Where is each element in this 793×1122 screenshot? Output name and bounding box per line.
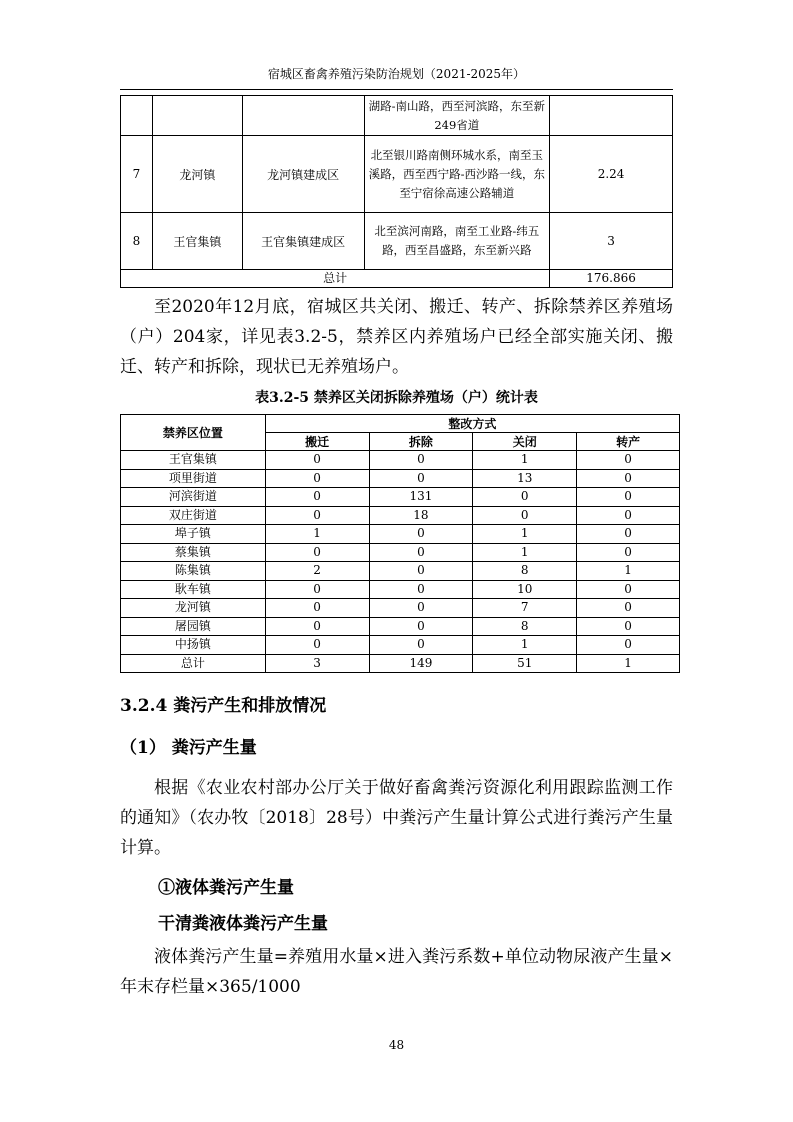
col-convert: 转产 [577,433,680,451]
row-location: 龙河镇 [121,599,266,618]
row-value: 0 [265,599,369,618]
table-row [121,488,680,507]
row-value: 0 [577,506,680,525]
row-value: 0 [265,580,369,599]
row-value: 0 [265,488,369,507]
table-row [121,636,680,655]
row-value: 0 [369,599,473,618]
row-value: 51 [473,654,577,673]
row-value: 10 [473,580,577,599]
row-value: 0 [369,636,473,655]
closure-stats-table [120,414,680,673]
row-size: 2.24 [550,136,673,213]
row-value: 149 [369,654,473,673]
row-value: 18 [369,506,473,525]
row-value: 13 [473,469,577,488]
row-boundary: 北至银川路南侧环城水系，南至玉溪路，西至西宁路-西沙路一线，东至宁宿徐高速公路辅道 [364,136,550,213]
row-value: 0 [577,580,680,599]
row-value: 0 [369,543,473,562]
row-no [121,96,153,136]
row-value: 1 [473,451,577,470]
row-value: 0 [369,617,473,636]
table-total-row [121,270,673,288]
row-value: 1 [577,562,680,581]
row-size [550,96,673,136]
row-value: 0 [369,451,473,470]
row-value: 0 [265,506,369,525]
row-town [152,96,242,136]
heading-dry-cleaning: 干清粪液体粪污产生量 [158,914,328,934]
row-value: 2 [265,562,369,581]
row-location: 陈集镇 [121,562,266,581]
table-row [121,506,680,525]
col-demolish: 拆除 [369,433,473,451]
row-value: 0 [265,543,369,562]
row-value: 0 [369,525,473,544]
row-location: 蔡集镇 [121,543,266,562]
row-location: 屠园镇 [121,617,266,636]
table-row [121,562,680,581]
row-value: 0 [577,617,680,636]
row-value: 8 [473,617,577,636]
row-boundary: 湖路-南山路，西至河滨路，东至新249省道 [364,96,550,136]
row-value: 0 [577,543,680,562]
heading-liquid-manure: ①液体粪污产生量 [158,878,294,898]
row-size: 3 [550,213,673,270]
row-location: 河滨街道 [121,488,266,507]
row-value: 0 [265,617,369,636]
col-location: 禁养区位置 [121,415,266,451]
row-value: 1 [473,636,577,655]
row-value: 1 [577,654,680,673]
table-row [121,525,680,544]
page-header: 宿城区畜禽养殖污染防治规划（2021-2025年） [267,67,526,81]
col-group-method: 整改方式 [265,415,679,433]
table-caption: 表3.2-5 禁养区关闭拆除养殖场（户）统计表 [255,390,538,406]
row-no: 8 [121,213,153,270]
row-value: 0 [369,562,473,581]
total-label: 总计 [121,270,550,288]
row-value: 0 [577,451,680,470]
row-location: 总计 [121,654,266,673]
row-location: 王官集镇 [121,451,266,470]
row-value: 0 [369,580,473,599]
row-value: 0 [265,636,369,655]
paragraph-closure-summary: 至2020年12月底，宿城区共关闭、搬迁、转产、拆除禁养区养殖场（户）204家，详见表3.2-5，禁养区内养殖场户已经全部实施关闭、搬迁、转产和拆除，现状已无养殖场户。 [120,297,673,377]
row-location: 项里街道 [121,469,266,488]
row-town: 龙河镇 [152,136,242,213]
row-value: 0 [577,469,680,488]
table-row [121,617,680,636]
zone-table-continued [120,95,673,288]
row-value: 1 [265,525,369,544]
row-value: 0 [265,469,369,488]
row-value: 131 [369,488,473,507]
formula-text: 液体粪污产生量=养殖用水量×进入粪污系数+单位动物尿液产生量×年末存栏量×365/1000 [120,947,673,997]
row-location: 中扬镇 [121,636,266,655]
total-value: 176.866 [550,270,673,288]
col-relocate: 搬迁 [265,433,369,451]
table-row [121,543,680,562]
row-location: 双庄街道 [121,506,266,525]
row-value: 0 [265,451,369,470]
table-row [121,213,673,270]
table-row [121,469,680,488]
row-value: 3 [265,654,369,673]
row-value: 0 [369,469,473,488]
subsection-heading: （1） 粪污产生量 [120,738,257,758]
row-value: 1 [473,543,577,562]
table-row [121,599,680,618]
row-area: 王官集镇建成区 [242,213,364,270]
row-value: 0 [473,506,577,525]
table-row [121,451,680,470]
table-row [121,96,673,136]
paragraph-method: 根据《农业农村部办公厅关于做好畜禽粪污资源化利用跟踪监测工作的通知》（农办牧〔2018〕28号）中粪污产生量计算公式进行粪污产生量计算。 [120,778,673,858]
table-row [121,654,680,673]
row-boundary: 北至滨河南路，南至工业路-纬五路，西至昌盛路，东至新兴路 [364,213,550,270]
row-value: 7 [473,599,577,618]
row-value: 0 [473,488,577,507]
col-close: 关闭 [473,433,577,451]
section-heading: 3.2.4 粪污产生和排放情况 [120,696,327,716]
row-value: 0 [577,636,680,655]
row-value: 1 [473,525,577,544]
row-value: 0 [577,525,680,544]
header-rule [120,89,673,90]
row-area [242,96,364,136]
row-value: 0 [577,488,680,507]
table-row [121,136,673,213]
row-location: 耿车镇 [121,580,266,599]
row-town: 王官集镇 [152,213,242,270]
row-value: 8 [473,562,577,581]
page-number: 48 [388,1038,405,1052]
row-location: 埠子镇 [121,525,266,544]
row-value: 0 [577,599,680,618]
row-no: 7 [121,136,153,213]
table-row [121,580,680,599]
row-area: 龙河镇建成区 [242,136,364,213]
